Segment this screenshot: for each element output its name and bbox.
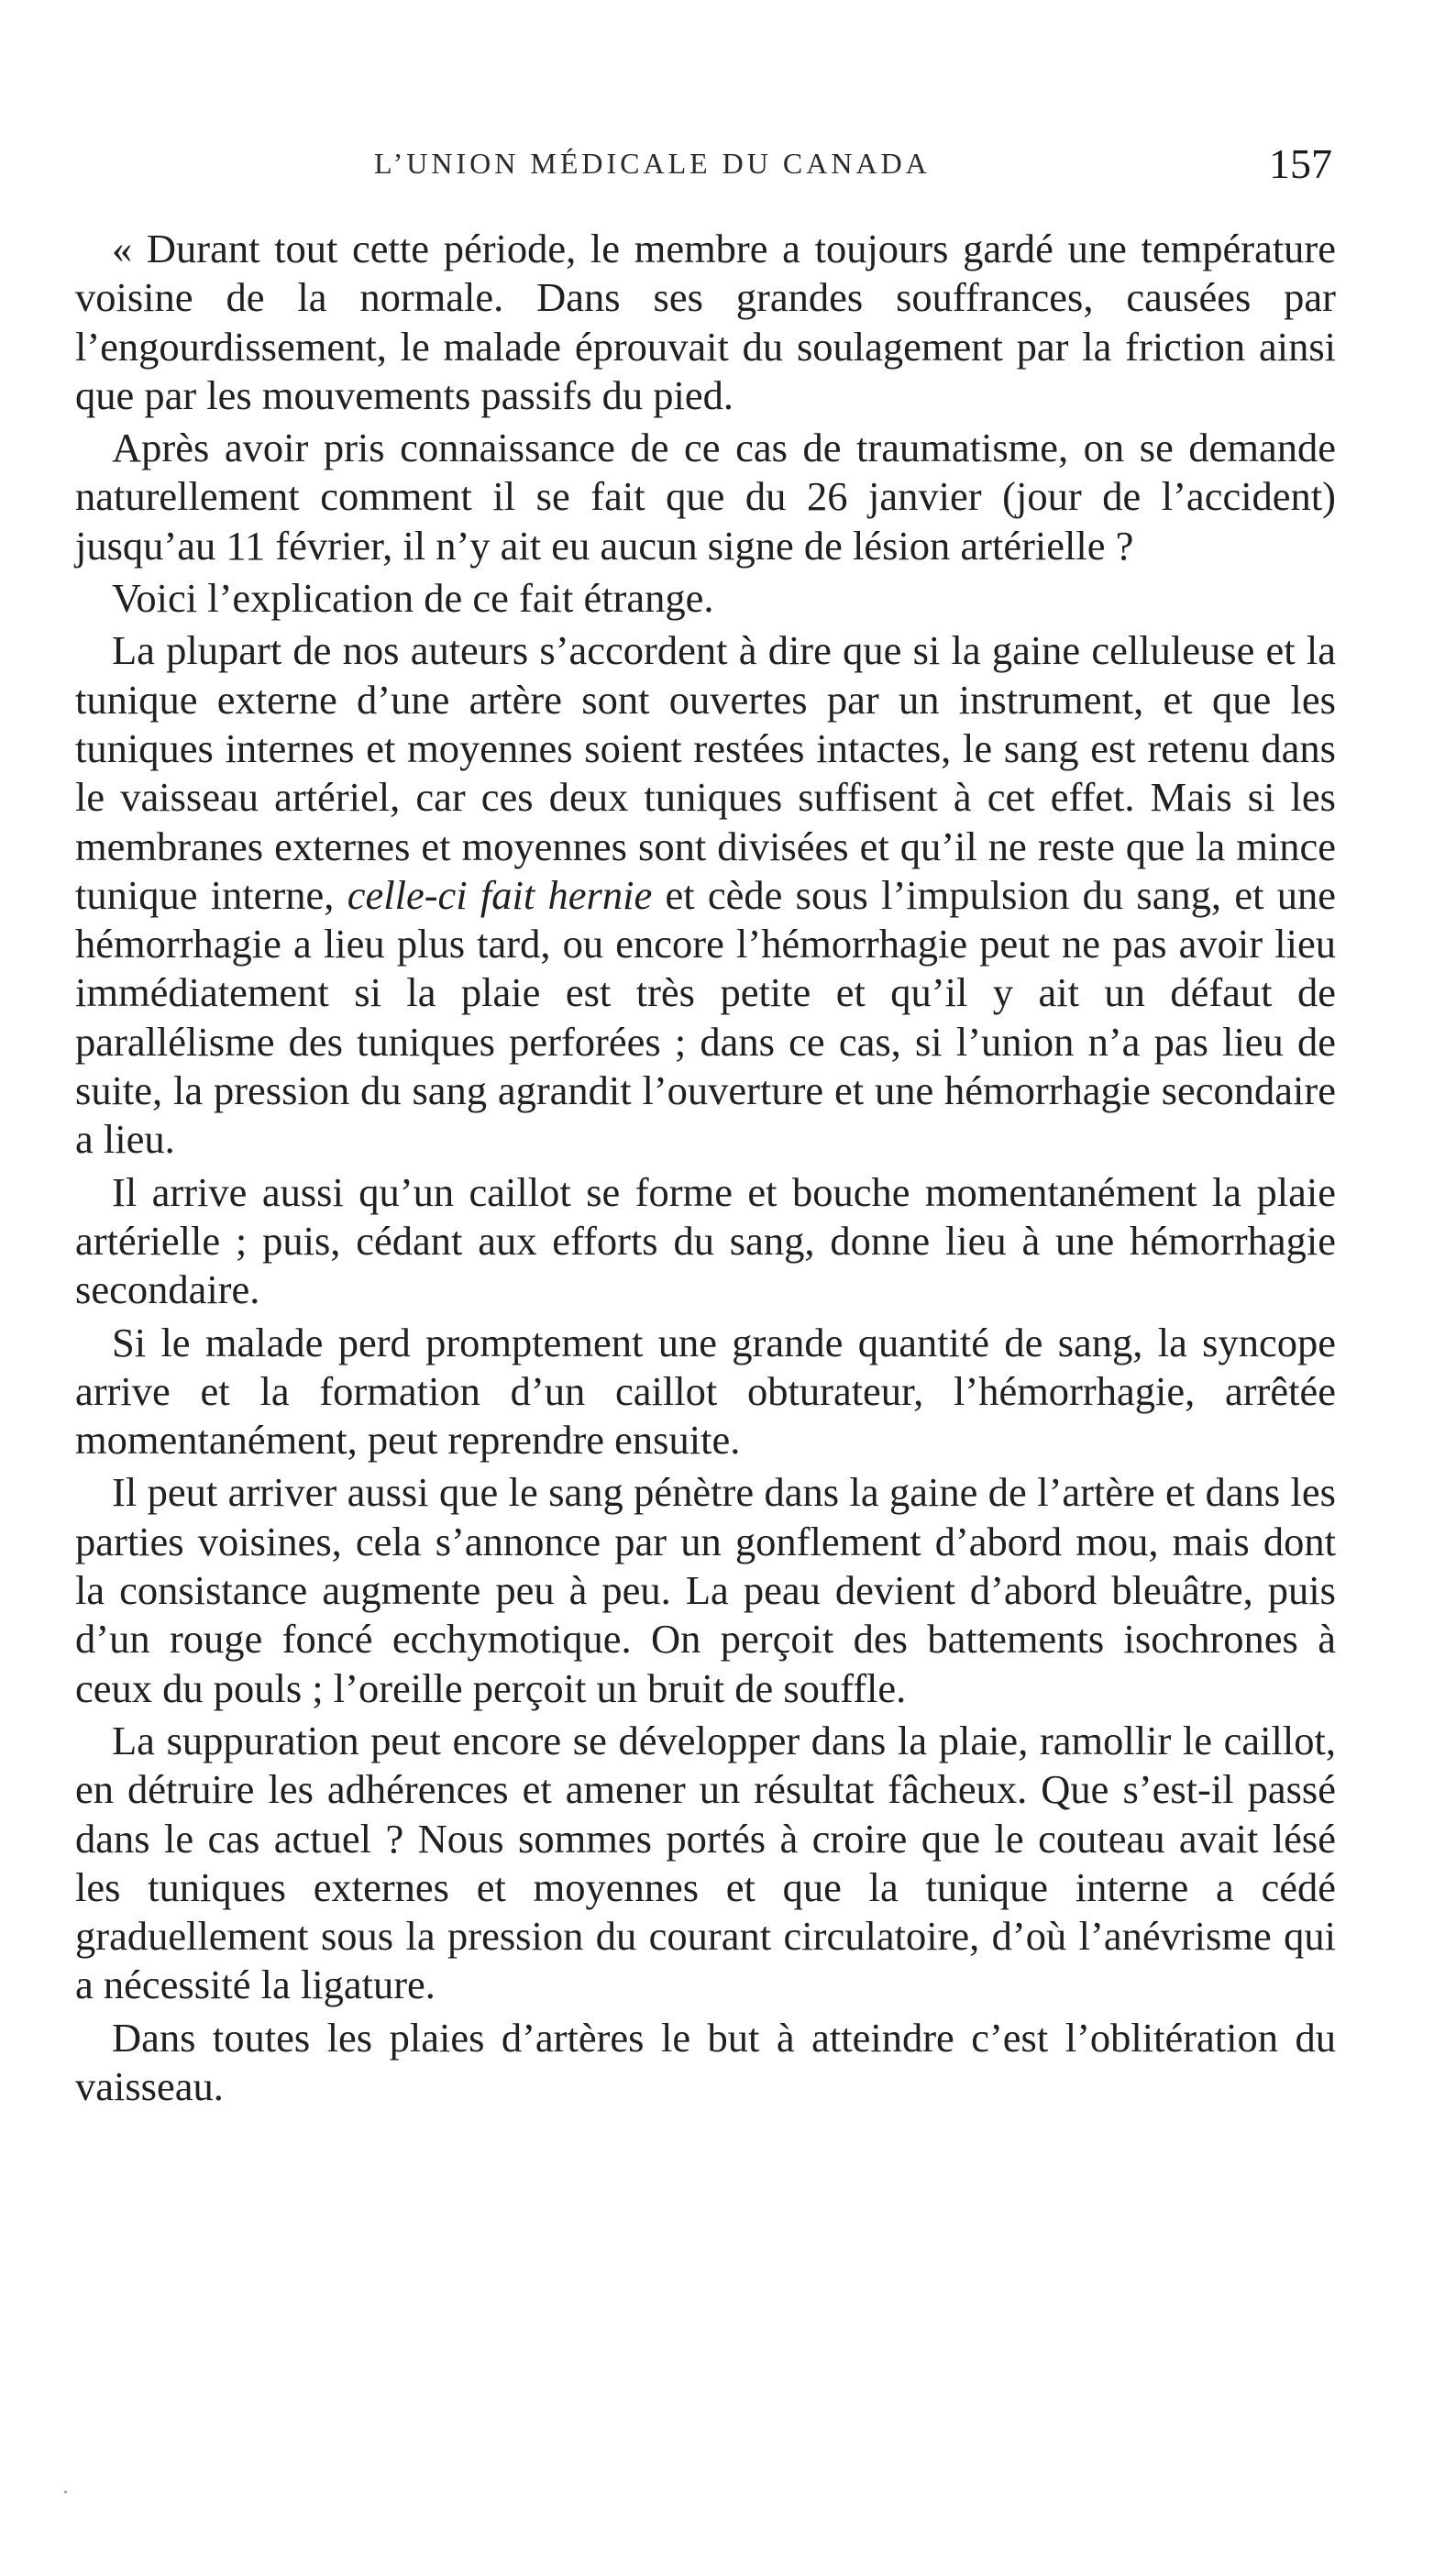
paragraph-suppuration: La suppuration peut encore se développer dans la plaie, ramollir le caillot, en détruire les adhérences et amener un résultat fâcheux. Que s’est-il passé dans le cas actuel ? Nous sommes portés à croire que le couteau avait lésé les tuniques externes et moyennes et que la tunique interne a cédé graduellement sous la pression du courant circulatoire, d’où l’anévrisme qui a nécessité la ligature. — [75, 1717, 1336, 2008]
page-number: 157 — [1269, 140, 1332, 187]
paragraph-temperature: « Durant tout cette période, le membre a toujours gardé une température voisine de la normale. Dans ses grandes souffrances, causées par l’engourdissement, le malade éprouvait du soulagement par la friction ainsi que par les mouvements passifs du pied. — [75, 226, 1336, 418]
body-text — [75, 225, 1336, 2115]
running-title: L’UNION MÉDICALE DU CANADA — [374, 147, 931, 180]
paragraph-explanation-intro: Voici l’explication de ce fait étrange. — [112, 575, 714, 622]
paragraph-authors-text-start: La plupart de nos auteurs s’accordent à dire que si la gaine celluleuse et la tunique externe d’une artère sont ouvertes par un instrument, et que les tuniques internes et moyennes soient restées intactes, le sang est retenu dans le vaisseau artériel, car ces deux tuniques suffisent à cet effet. Mais si les membranes externes et moyennes sont divisées et qu’il ne reste que la mince tunique interne, — [75, 627, 1336, 918]
running-head — [72, 140, 1332, 200]
paragraph-syncope: Si le malade perd promptement une grande quantité de sang, la syncope arrive et la formation d’un caillot obturateur, l’hémorrhagie, arrêtée momentanément, peut reprendre ensuite. — [75, 1319, 1336, 1464]
paragraph-authors-text-end: et cède sous l’impulsion du sang, et une hémorrhagie a lieu plus tard, ou encore l’hémorrhagie peut ne pas avoir lieu immédiatement si la plaie est très petite et qu’il y ait un défaut de parallélisme des tuniques perforées ; dans ce cas, si l’union n’a pas lieu de suite, la pression du sang agrandit l’ouverture et une hémorrhagie secondaire a lieu. — [75, 871, 1336, 1163]
paragraph-conclusion: Dans toutes les plaies d’artères le but à atteindre c’est l’oblitération du vaisseau. — [75, 2014, 1336, 2109]
paragraph-authors-italic: celle-ci fait hernie — [347, 871, 653, 918]
paragraph-gaine: Il peut arriver aussi que le sang pénètre dans la gaine de l’artère et dans les parties voisines, cela s’annonce par un gonflement d’abord mou, mais dont la consistance augmente peu à peu. La peau devient d’abord bleuâtre, puis d’un rouge foncé ecchymotique. On perçoit des battements isochrones à ceux du pouls ; l’oreille perçoit un bruit de souffle. — [75, 1469, 1336, 1711]
paragraph-caillot: Il arrive aussi qu’un caillot se forme et bouche momentanément la plaie artérielle ; puis, cédant aux efforts du sang, donne lieu à une hémorrhagie secondaire. — [75, 1168, 1336, 1313]
paragraph-authors — [75, 626, 1336, 1164]
paper-speck — [64, 2491, 67, 2493]
paragraph-question: Après avoir pris connaissance de ce cas de traumatisme, on se demande naturellement comment il se fait que du 26 janvier (jour de l’accident) jusqu’au 11 février, il n’y ait eu aucun signe de lésion artérielle ? — [75, 425, 1336, 569]
